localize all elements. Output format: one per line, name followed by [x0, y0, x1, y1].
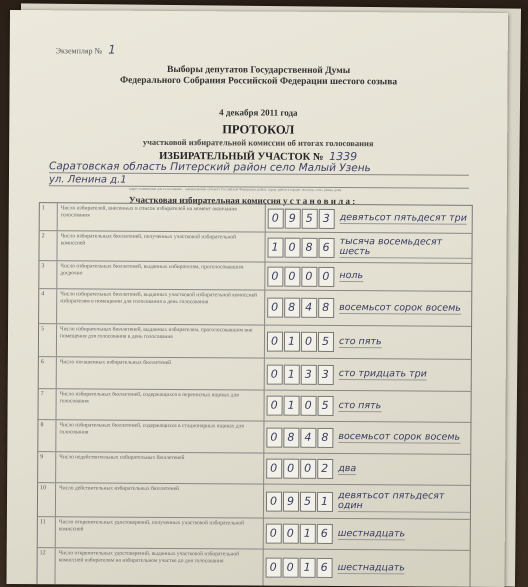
- digit-boxes: [265, 326, 335, 358]
- digit-box: 0: [284, 266, 300, 286]
- protocol-sheet: [6, 10, 507, 587]
- title-line: Выборы депутатов Государственной Думы: [167, 64, 351, 77]
- value-in-words-cell: [334, 519, 470, 550]
- digit-boxes: [263, 550, 333, 586]
- digit-box: 0: [266, 396, 282, 416]
- digit-box: 6: [316, 524, 332, 544]
- digit-box: 3: [318, 208, 334, 228]
- address-line-2: ул. Ленина д.1: [49, 174, 469, 189]
- digit-box: 0: [300, 459, 316, 479]
- digit-boxes: [265, 359, 335, 390]
- row-number: 9: [38, 452, 56, 482]
- row-description: Число избирательных бюллетеней, содержащихся в переносных ящиках для голосования: [57, 389, 265, 420]
- value-in-words: сто пять: [338, 399, 382, 411]
- digit-boxes: [266, 205, 336, 232]
- protocol-subheading: участковой избирательной комиссии об итогах голосования: [142, 136, 374, 149]
- row-description: Число избирательных бюллетеней, полученных участковой избирательной комиссией: [57, 231, 265, 261]
- digit-box: 0: [266, 364, 282, 384]
- commission-statement: Участковая избирательная комиссия у с т а н о в и л а :: [128, 194, 356, 207]
- digit-box: 0: [266, 332, 282, 352]
- address-line-1: Саратовская область Питерский район село Малый Узень: [49, 160, 469, 176]
- row-description: Число открепительных удостоверений, выданных участковой избирательной комиссией избирателям на избирательном участке до дня голосования: [55, 548, 263, 585]
- table-row: [39, 323, 471, 359]
- table-row: [38, 451, 470, 485]
- digit-box: 0: [301, 266, 317, 286]
- digit-boxes: [264, 391, 334, 421]
- digit-boxes: [265, 291, 335, 325]
- value-in-words: сто тридцать три: [338, 368, 427, 380]
- precinct-label: ИЗБИРАТЕЛЬНЫЙ УЧАСТОК №: [159, 150, 324, 163]
- digit-box: 1: [299, 524, 315, 544]
- table-row: [39, 288, 471, 326]
- digit-box: 3: [317, 364, 333, 384]
- digit-box: 4: [300, 427, 316, 447]
- address-note: (адрес помещения для голосования – наименование субъекта Российской Федерации, район, город, район в городе, поселок, село, улица, дом): [128, 186, 342, 193]
- value-in-words-cell: [334, 422, 470, 454]
- results-table: [36, 202, 472, 587]
- digit-boxes: [264, 485, 334, 518]
- digit-box: 8: [301, 237, 317, 257]
- row-number: 6: [39, 357, 57, 388]
- table-row: [39, 230, 471, 263]
- digit-box: 0: [266, 427, 282, 447]
- table-row: [38, 482, 470, 519]
- row-description: Число погашенных избирательных бюллетеней: [57, 357, 265, 389]
- protocol-heading: ПРОТОКОЛ: [222, 122, 295, 137]
- digit-box: 0: [265, 491, 281, 511]
- copy-number: 1: [108, 42, 116, 57]
- table-row: [40, 203, 472, 233]
- copy-label: Экземпляр №: [55, 46, 103, 56]
- digit-box: 3: [300, 364, 316, 384]
- table-row: [38, 419, 470, 454]
- value-in-words-cell: [335, 326, 471, 359]
- row-number: 7: [39, 389, 57, 419]
- row-number: 3: [39, 261, 57, 288]
- row-number: 8: [38, 420, 56, 451]
- value-in-words-cell: [336, 205, 472, 233]
- digit-boxes: [264, 454, 334, 484]
- digit-box: 9: [282, 491, 298, 511]
- digit-box: 0: [283, 459, 299, 479]
- value-in-words: восемьсот сорок восемь: [339, 301, 461, 314]
- table-row: [38, 516, 470, 550]
- digit-box: 1: [267, 237, 283, 257]
- digit-box: 1: [299, 558, 315, 578]
- value-in-words: шестнадцать: [337, 561, 405, 573]
- digit-box: 2: [317, 459, 333, 479]
- precinct-number: 1339: [329, 149, 358, 164]
- digit-boxes: [265, 263, 335, 290]
- digit-boxes: [264, 519, 334, 549]
- row-description: Число избирательных бюллетеней, содержащихся в стационарных ящиках для голосования: [56, 420, 264, 452]
- row-number: 1: [40, 203, 58, 230]
- value-in-words-cell: [335, 263, 471, 291]
- row-number: 10: [38, 483, 56, 516]
- digit-box: 6: [318, 237, 334, 257]
- row-number: 5: [39, 324, 57, 356]
- digit-box: 8: [283, 427, 299, 447]
- row-number: 12: [37, 548, 55, 584]
- row-description: Число открепительных удостоверений, полученных участковой избирательной комиссией: [56, 517, 264, 548]
- value-in-words-cell: [335, 233, 471, 263]
- digit-box: 0: [267, 298, 283, 318]
- digit-box: 0: [266, 459, 282, 479]
- digit-box: 1: [316, 491, 332, 511]
- value-in-words: ноль: [339, 270, 364, 282]
- digit-box: 0: [300, 396, 316, 416]
- row-number: 11: [38, 517, 56, 547]
- value-in-words: два: [338, 462, 357, 474]
- table-row: [39, 260, 471, 291]
- table-row: [39, 388, 471, 422]
- row-number: 4: [39, 289, 57, 323]
- digit-box: 0: [284, 237, 300, 257]
- value-in-words: сто пять: [338, 335, 382, 347]
- title-line: Федерального Собрания Российской Федерации шестого созыва: [119, 75, 398, 88]
- digit-box: 5: [317, 396, 333, 416]
- election-title: [10, 64, 508, 89]
- digit-box: 5: [299, 491, 315, 511]
- digit-box: 5: [301, 208, 317, 228]
- row-number: 2: [39, 231, 57, 260]
- row-description: Число избирательных бюллетеней, выданных участковой избирательной комиссией избирателям в помещении для голосования в день голосования: [57, 289, 265, 324]
- digit-box: 5: [317, 332, 333, 352]
- value-in-words-cell: [334, 485, 470, 519]
- digit-box: 1: [283, 332, 299, 352]
- copy-number-line: [56, 42, 116, 56]
- value-in-words-cell: [334, 391, 470, 422]
- value-in-words-cell: [334, 454, 470, 485]
- digit-box: 9: [284, 208, 300, 228]
- digit-box: 8: [284, 298, 300, 318]
- row-description: Число недействительных избирательных бюллетеней: [56, 452, 264, 483]
- digit-box: 6: [316, 558, 332, 578]
- row-description: Число действительных избирательных бюллетеней: [56, 483, 264, 517]
- table-row: [37, 547, 469, 587]
- digit-box: 0: [318, 266, 334, 286]
- table-row: [39, 356, 471, 391]
- value-in-words: девятьсот пятьдесят три: [339, 212, 467, 224]
- digit-box: 8: [317, 427, 333, 447]
- digit-box: 1: [283, 396, 299, 416]
- digit-box: 0: [282, 524, 298, 544]
- value-in-words: восемьсот сорок восемь: [338, 431, 461, 443]
- row-description: Число избирательных бюллетеней, выданных избирателям, проголосовавшим вне помещения для голосования в день голосования: [57, 324, 265, 357]
- election-date: 4 декабря 2011 года: [219, 107, 298, 118]
- digit-box: 1: [283, 364, 299, 384]
- digit-boxes: [264, 422, 334, 453]
- digit-box: 8: [318, 298, 334, 318]
- value-in-words: шестнадцать: [337, 527, 406, 539]
- digit-box: 0: [267, 208, 283, 228]
- row-description: Число избирательных бюллетеней, выданных избирателям, проголосовавшим досрочно: [57, 261, 265, 289]
- value-in-words-cell: [333, 550, 469, 587]
- digit-box: 0: [267, 266, 283, 286]
- value-in-words-cell: [335, 291, 471, 326]
- value-in-words: тысяча восемьдесят шесть: [339, 237, 471, 259]
- digit-box: 0: [265, 558, 281, 578]
- digit-boxes: [265, 233, 335, 262]
- digit-box: 4: [301, 298, 317, 318]
- digit-box: 0: [282, 558, 298, 578]
- value-in-words-cell: [335, 359, 471, 391]
- value-in-words: девятьсот пятьдесят один: [338, 491, 470, 513]
- row-description: Число избирателей, внесенных в список избирателей на момент окончания голосования: [58, 203, 266, 231]
- digit-box: 0: [300, 332, 316, 352]
- digit-box: 0: [265, 524, 281, 544]
